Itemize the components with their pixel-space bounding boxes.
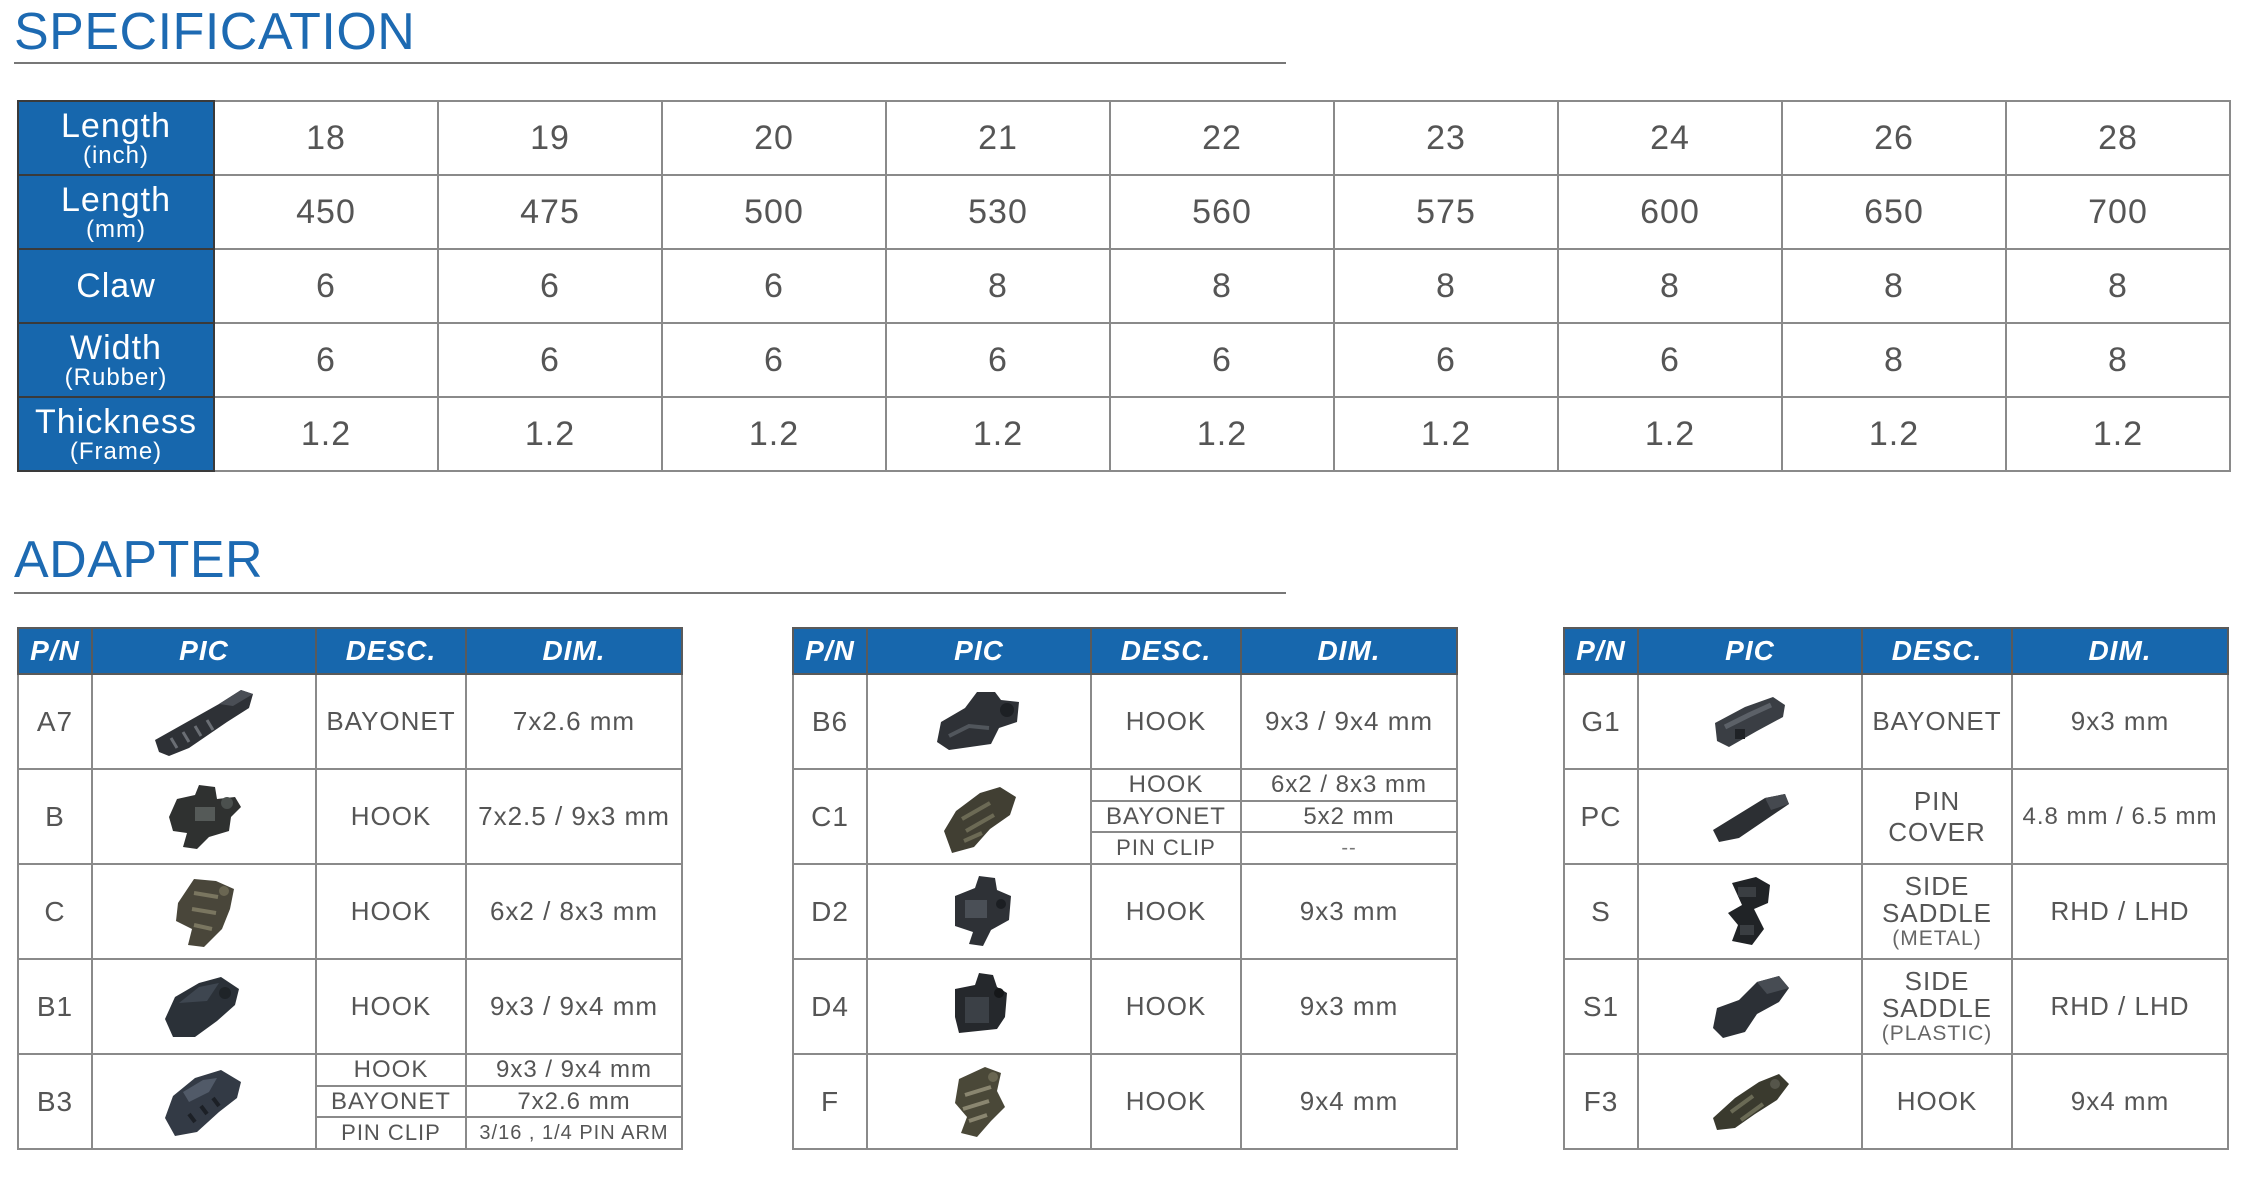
spec-cell: 6 [662,249,886,323]
spec-cell: 650 [1782,175,2006,249]
adapter-header-desc: DESC. [316,628,466,674]
adapter-row [18,959,682,1054]
part-number: G1 [1564,674,1638,769]
description-material: (PLASTIC) [1881,1021,1993,1045]
description: BAYONET [1092,802,1240,834]
description: PIN CLIP [1116,835,1216,861]
spec-cell: 22 [1110,101,1334,175]
c1-adapter-icon [868,775,1090,859]
b-adapter-icon [93,777,315,857]
spec-row [18,323,2230,397]
description: HOOK [317,1055,465,1087]
adapter-picture [1638,959,1862,1054]
adapter-header-pic: PIC [92,628,316,674]
adapter-header-pn: P/N [18,628,92,674]
adapter-row [1564,1054,2228,1149]
adapter-row [18,674,682,769]
adapter-picture [867,769,1091,864]
dimension: 9x4 mm [2012,1054,2228,1149]
spec-row-unit: (inch) [82,141,149,169]
adapter-row [793,769,1457,864]
adapter-picture [867,1054,1091,1149]
adapter-row [1564,769,2228,864]
spec-cell: 700 [2006,175,2230,249]
adapter-picture [1638,674,1862,769]
adapter-row [1564,674,2228,769]
specification-table [17,100,2231,472]
s-adapter-icon [1639,869,1861,955]
adapter-row [18,1054,682,1149]
spec-row [18,101,2230,175]
description [1862,959,2012,1054]
description: BAYONET [1862,674,2012,769]
spec-cell: 6 [214,249,438,323]
spec-row-unit: (Frame) [69,437,163,465]
spec-cell: 6 [662,323,886,397]
specification-divider [14,62,1286,64]
adapter-picture [1638,864,1862,959]
spec-row [18,249,2230,323]
description: HOOK [1091,959,1241,1054]
description-cell [1091,769,1241,864]
part-number: B1 [18,959,92,1054]
adapter-row [18,769,682,864]
dimension: -- [1341,837,1357,860]
spec-cell: 600 [1558,175,1782,249]
description: HOOK [316,864,466,959]
adapter-header-dim: DIM. [2012,628,2228,674]
spec-cell: 6 [214,323,438,397]
b3-adapter-icon [93,1062,315,1142]
dimension-cell [1241,769,1457,864]
spec-cell: 1.2 [662,397,886,471]
description: BAYONET [317,1087,465,1119]
description: PIN CLIP [341,1120,441,1146]
dimension: 9x3 / 9x4 mm [467,1055,681,1087]
spec-row-unit: (mm) [86,215,146,243]
part-number: F [793,1054,867,1149]
spec-cell: 6 [1558,323,1782,397]
adapter-row [793,864,1457,959]
description: HOOK [1091,674,1241,769]
spec-cell: 6 [438,323,662,397]
adapter-table-1 [17,627,683,1150]
dimension: RHD / LHD [2012,864,2228,959]
adapter-header-pic: PIC [1638,628,1862,674]
spec-cell: 1.2 [1558,397,1782,471]
spec-row-label: Claw [76,267,156,305]
part-number: S [1564,864,1638,959]
spec-cell: 1.2 [214,397,438,471]
spec-cell: 6 [1110,323,1334,397]
description [1862,864,2012,959]
adapter-picture [867,674,1091,769]
spec-cell: 6 [886,323,1110,397]
description-line: SIDE SADDLE [1881,871,1993,929]
spec-cell: 6 [438,249,662,323]
adapter-picture [92,674,316,769]
dimension: 5x2 mm [1242,802,1456,834]
b6-adapter-icon [868,682,1090,762]
description: PIN COVER [1862,769,2012,864]
dimension: 9x4 mm [1241,1054,1457,1149]
f3-adapter-icon [1639,1064,1861,1140]
description: HOOK [316,959,466,1054]
description-cell [316,1054,466,1149]
spec-cell: 500 [662,175,886,249]
spec-cell: 26 [1782,101,2006,175]
d2-adapter-icon [868,870,1090,954]
adapter-row [793,674,1457,769]
part-number: C1 [793,769,867,864]
spec-cell: 21 [886,101,1110,175]
spec-row [18,175,2230,249]
adapter-title: ADAPTER [14,531,264,589]
description-line: SIDE SADDLE [1881,966,1993,1024]
spec-cell: 1.2 [1110,397,1334,471]
spec-cell: 8 [2006,249,2230,323]
adapter-picture [1638,769,1862,864]
dimension: RHD / LHD [2012,959,2228,1054]
dimension: 7x2.6 mm [467,1087,681,1119]
spec-cell: 1.2 [1334,397,1558,471]
c-adapter-icon [93,869,315,955]
description: HOOK [1862,1054,2012,1149]
dimension: 9x3 mm [1241,959,1457,1054]
part-number: B [18,769,92,864]
adapter-row [18,864,682,959]
spec-cell: 1.2 [1782,397,2006,471]
f-adapter-icon [868,1059,1090,1145]
dimension: 6x2 / 8x3 mm [1242,770,1456,802]
spec-cell: 530 [886,175,1110,249]
specification-title: SPECIFICATION [14,3,416,61]
part-number: PC [1564,769,1638,864]
adapter-row [1564,959,2228,1054]
part-number: A7 [18,674,92,769]
adapter-header-dim: DIM. [466,628,682,674]
spec-row-unit: (Rubber) [64,363,168,391]
adapter-header-pn: P/N [1564,628,1638,674]
dimension-cell [466,1054,682,1149]
spec-cell: 18 [214,101,438,175]
spec-cell: 8 [2006,323,2230,397]
spec-cell: 19 [438,101,662,175]
part-number: C [18,864,92,959]
d4-adapter-icon [868,967,1090,1047]
description: HOOK [316,769,466,864]
adapter-header-pn: P/N [793,628,867,674]
adapter-row [1564,864,2228,959]
spec-cell: 8 [1334,249,1558,323]
dimension: 6x2 / 8x3 mm [466,864,682,959]
spec-cell: 8 [1558,249,1782,323]
adapter-picture [867,959,1091,1054]
spec-row-label: Thickness [34,402,198,441]
spec-cell: 8 [1782,249,2006,323]
spec-cell: 560 [1110,175,1334,249]
adapter-picture [867,864,1091,959]
adapter-table-2 [792,627,1458,1150]
spec-cell: 1.2 [886,397,1110,471]
spec-cell: 475 [438,175,662,249]
s1-adapter-icon [1639,968,1861,1046]
g1-adapter-icon [1639,687,1861,757]
dimension: 9x3 / 9x4 mm [1241,674,1457,769]
part-number: S1 [1564,959,1638,1054]
dimension: 4.8 mm / 6.5 mm [2012,769,2228,864]
part-number: F3 [1564,1054,1638,1149]
dimension: 9x3 / 9x4 mm [466,959,682,1054]
spec-cell: 450 [214,175,438,249]
spec-row-label: Length [61,180,171,219]
spec-row [18,397,2230,471]
adapter-table-3 [1563,627,2229,1150]
adapter-row [793,959,1457,1054]
spec-cell: 575 [1334,175,1558,249]
spec-cell: 20 [662,101,886,175]
adapter-header-desc: DESC. [1862,628,2012,674]
adapter-picture [92,864,316,959]
dimension: 9x3 mm [1241,864,1457,959]
spec-cell: 6 [1334,323,1558,397]
spec-row-header [18,249,214,323]
spec-row-header [18,397,214,471]
description: HOOK [1092,770,1240,802]
part-number: B3 [18,1054,92,1149]
part-number: D2 [793,864,867,959]
spec-row-header [18,323,214,397]
adapter-header-dim: DIM. [1241,628,1457,674]
dimension: 7x2.6 mm [466,674,682,769]
adapter-divider [14,592,1286,594]
spec-row-header [18,175,214,249]
spec-cell: 8 [886,249,1110,323]
spec-cell: 1.2 [2006,397,2230,471]
adapter-picture [92,959,316,1054]
pc-adapter-icon [1639,784,1861,850]
spec-cell: 24 [1558,101,1782,175]
description-material: (METAL) [1892,926,1982,950]
a7-adapter-icon [93,682,315,762]
spec-cell: 1.2 [438,397,662,471]
adapter-picture [92,769,316,864]
spec-cell: 8 [1782,323,2006,397]
b1-adapter-icon [93,967,315,1047]
description: HOOK [1091,864,1241,959]
dimension: 3/16 , 1/4 PIN ARM [479,1122,669,1145]
spec-row-header [18,101,214,175]
adapter-picture [92,1054,316,1149]
adapter-row [793,1054,1457,1149]
adapter-picture [1638,1054,1862,1149]
dimension: 9x3 mm [2012,674,2228,769]
part-number: B6 [793,674,867,769]
spec-cell: 28 [2006,101,2230,175]
spec-cell: 23 [1334,101,1558,175]
description: BAYONET [316,674,466,769]
spec-row-label: Width [70,328,162,367]
spec-row-label: Length [61,106,171,145]
part-number: D4 [793,959,867,1054]
dimension: 7x2.5 / 9x3 mm [466,769,682,864]
adapter-header-pic: PIC [867,628,1091,674]
adapter-header-desc: DESC. [1091,628,1241,674]
spec-cell: 8 [1110,249,1334,323]
description: HOOK [1091,1054,1241,1149]
